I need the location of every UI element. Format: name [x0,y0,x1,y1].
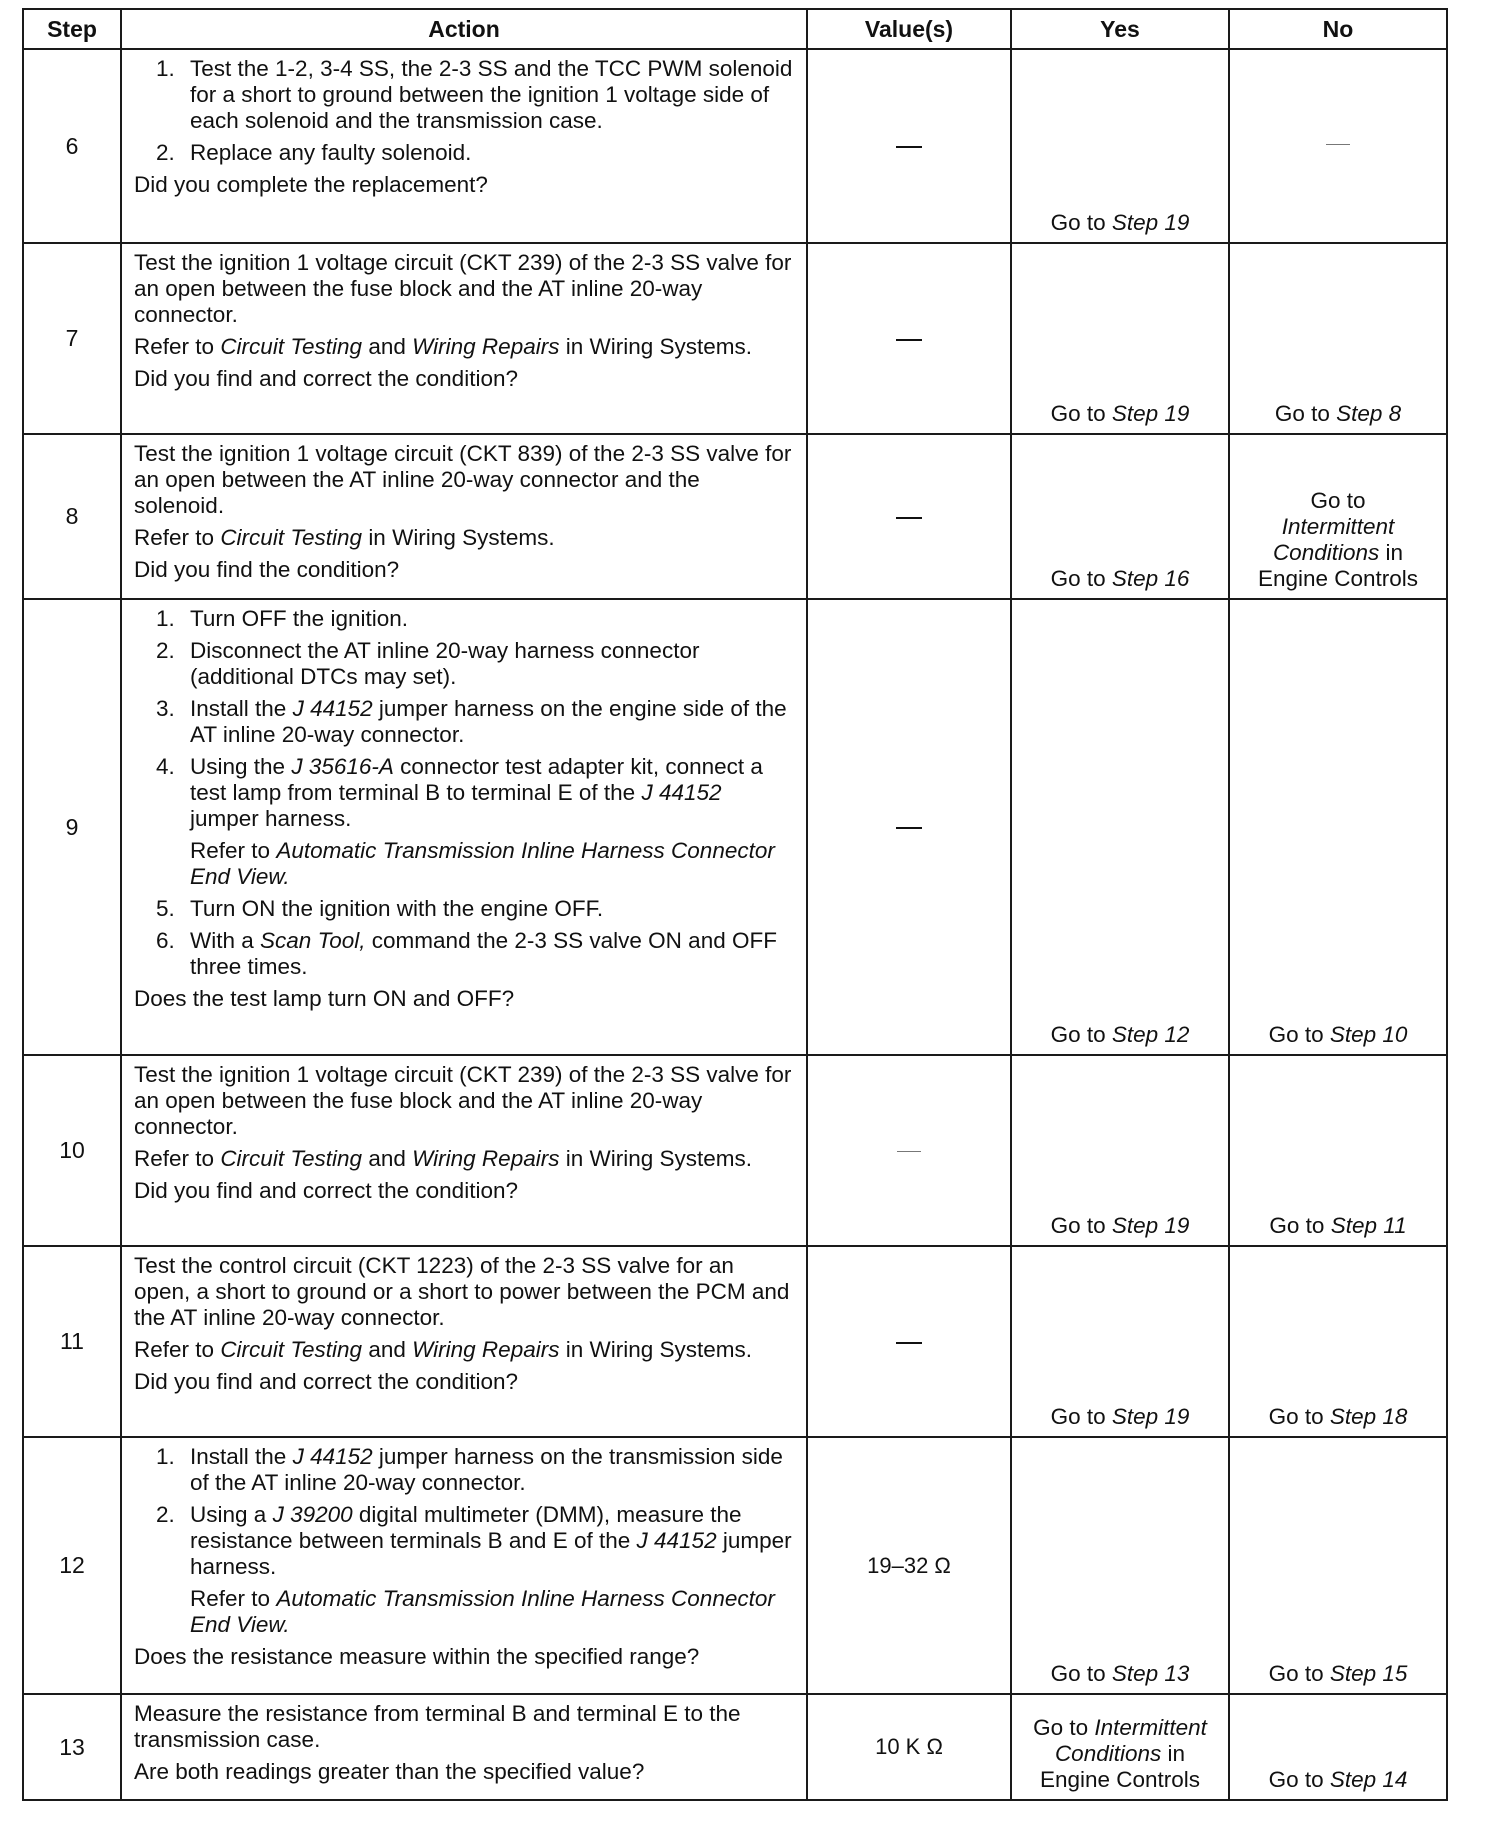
no-cell: Go to Step 11 [1229,1055,1447,1246]
refer-text: Refer to Automatic Transmission Inline Harness Connector End View. [190,838,775,889]
refer-text: Refer to Automatic Transmission Inline Harness Connector End View. [190,1586,775,1637]
question-text: Did you find and correct the condition? [134,1178,518,1203]
header-values: Value(s) [807,9,1011,49]
question-text: Did you find the condition? [134,557,400,582]
step-number: 11 [23,1246,121,1437]
table-row [23,599,1447,1055]
list-item: 6. With a Scan Tool, command the 2-3 SS valve ON and OFF three times. [156,928,777,979]
step-number: 7 [23,243,121,434]
value-dash [896,1342,922,1344]
question-text: Does the test lamp turn ON and OFF? [134,986,515,1011]
action-text: Measure the resistance from terminal B and terminal E to the transmission case. [134,1701,741,1752]
no-cell: Go to Step 18 [1229,1246,1447,1437]
action-cell [121,1437,807,1694]
value-cell [807,599,1011,1055]
action-cell [121,243,807,434]
value-cell: 19–32 Ω [807,1437,1011,1694]
value-cell [807,434,1011,599]
yes-cell: Go to Step 19 [1011,1246,1229,1437]
header-step: Step [23,9,121,49]
value-dash [896,146,922,148]
action-text: Test the ignition 1 voltage circuit (CKT 239) of the 2-3 SS valve for an open between the fuse block and the AT inline 20-way connector. [134,250,792,327]
table-row [23,1246,1447,1437]
question-text: Did you find and correct the condition? [134,366,518,391]
table-row [23,49,1447,243]
header-row [23,9,1447,49]
refer-text: Refer to Circuit Testing and Wiring Repairs in Wiring Systems. [134,1337,753,1362]
list-item: 1. Install the J 44152 jumper harness on the transmission side of the AT inline 20-way connector. [156,1444,783,1495]
header-action: Action [121,9,807,49]
action-text: Test the ignition 1 voltage circuit (CKT 239) of the 2-3 SS valve for an open between the fuse block and the AT inline 20-way connector. [134,1062,792,1139]
yes-cell: Go to Step 12 [1011,599,1229,1055]
yes-cell: Go to Intermittent Conditions in Engine Controls [1011,1694,1229,1800]
step-number: 8 [23,434,121,599]
value-cell [807,1055,1011,1246]
value-cell [807,49,1011,243]
table-row [23,1437,1447,1694]
refer-text: Refer to Circuit Testing and Wiring Repairs in Wiring Systems. [134,1146,753,1171]
list-item: 2. Disconnect the AT inline 20-way harness connector (additional DTCs may set). [156,638,700,689]
action-cell [121,434,807,599]
question-text: Did you complete the replacement? [134,172,488,197]
action-cell [121,599,807,1055]
action-cell [121,49,807,243]
step-number: 13 [23,1694,121,1800]
no-cell: Go to Intermittent Conditions in Engine Controls [1229,434,1447,599]
value-dash [896,827,922,829]
action-cell [121,1694,807,1800]
no-cell: Go to Step 15 [1229,1437,1447,1694]
yes-cell: Go to Step 19 [1011,49,1229,243]
no-cell: Go to Step 14 [1229,1694,1447,1800]
no-cell [1229,49,1447,243]
yes-cell: Go to Step 19 [1011,243,1229,434]
value-dash [896,339,922,341]
no-cell: Go to Step 10 [1229,599,1447,1055]
step-number: 9 [23,599,121,1055]
step-number: 12 [23,1437,121,1694]
list-item: 2. Replace any faulty solenoid. [156,140,472,165]
table-row [23,1694,1447,1800]
action-text: Test the control circuit (CKT 1223) of the 2-3 SS valve for an open, a short to ground or a short to power between the PCM and the AT inline 20-way connector. [134,1253,790,1330]
diagnostic-table [22,8,1448,1801]
list-item: 1. Turn OFF the ignition. [156,606,409,631]
yes-cell: Go to Step 13 [1011,1437,1229,1694]
refer-text: Refer to Circuit Testing and Wiring Repairs in Wiring Systems. [134,334,753,359]
header-no: No [1229,9,1447,49]
yes-cell: Go to Step 19 [1011,1055,1229,1246]
value-dash [897,1151,921,1152]
question-text: Did you find and correct the condition? [134,1369,518,1394]
value-cell: 10 K Ω [807,1694,1011,1800]
value-dash [896,517,922,519]
action-cell [121,1246,807,1437]
table-row [23,434,1447,599]
list-item: 5. Turn ON the ignition with the engine OFF. [156,896,604,921]
list-item: 3. Install the J 44152 jumper harness on the engine side of the AT inline 20-way connector. [156,696,787,747]
yes-cell: Go to Step 16 [1011,434,1229,599]
question-text: Does the resistance measure within the specified range? [134,1644,700,1669]
question-text: Are both readings greater than the specified value? [134,1759,645,1784]
value-cell [807,243,1011,434]
table-row [23,243,1447,434]
header-yes: Yes [1011,9,1229,49]
refer-text: Refer to Circuit Testing in Wiring Systems. [134,525,555,550]
action-text: Test the ignition 1 voltage circuit (CKT 839) of the 2-3 SS valve for an open between the AT inline 20-way connector and the solenoid. [134,441,792,518]
list-item: 4. Using the J 35616-A connector test adapter kit, connect a test lamp from terminal B to terminal E of the J 44152 jumper harness. [156,754,763,831]
value-cell [807,1246,1011,1437]
action-cell [121,1055,807,1246]
no-cell: Go to Step 8 [1229,243,1447,434]
list-item: 1. Test the 1-2, 3-4 SS, the 2-3 SS and the TCC PWM solenoid for a short to ground between the ignition 1 voltage side of each solenoid and the transmission case. [156,56,793,133]
step-number: 10 [23,1055,121,1246]
list-item: 2. Using a J 39200 digital multimeter (DMM), measure the resistance between terminals B and E of the J 44152 jumper harness. [156,1502,792,1579]
no-dash [1326,144,1350,145]
step-number: 6 [23,49,121,243]
table-row [23,1055,1447,1246]
